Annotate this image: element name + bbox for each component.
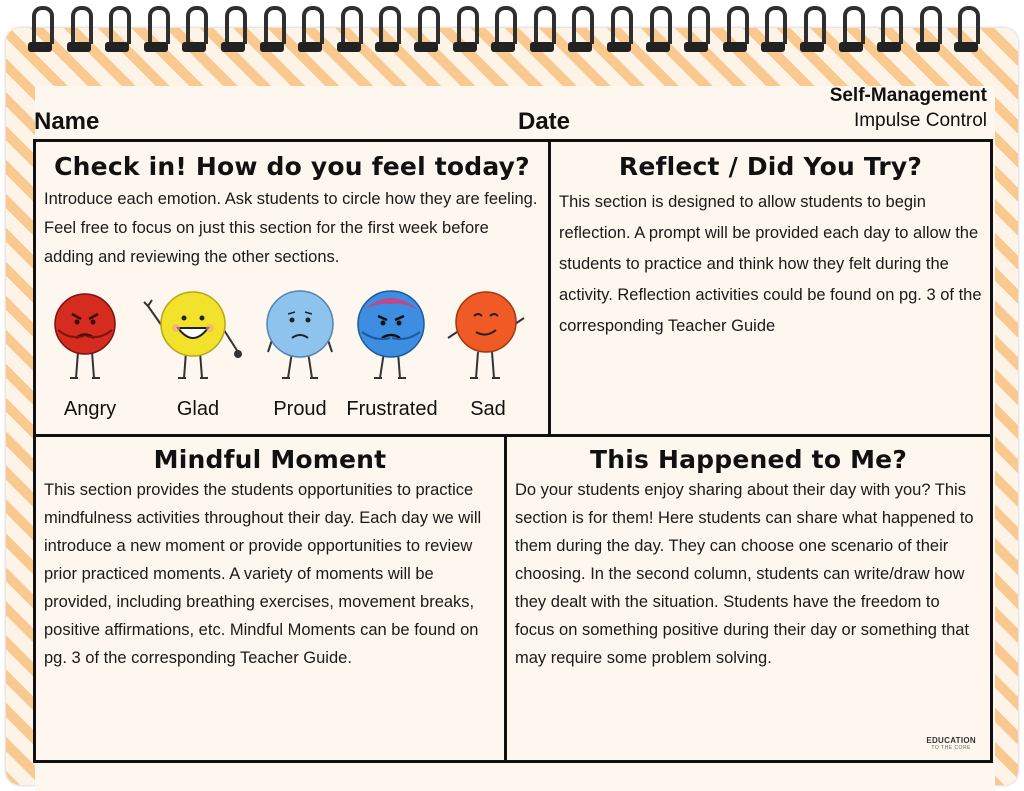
ring-hole [530,42,554,52]
ring-hook [225,6,247,44]
ring-hook [418,6,440,44]
ring-hole [260,42,284,52]
logo-line-2: TO THE CORE [931,745,971,751]
binding-ring [879,4,899,50]
ring-hole [877,42,901,52]
ring-hole [28,42,52,52]
ring-hook [32,6,54,44]
ring-hook [109,6,131,44]
ring-hook [611,6,633,44]
checkin-body: Introduce each emotion. Ask students to circle how they are feeling. Feel free to focus on just this section for the first week before adding and reviewing the other sections. [44,190,538,266]
happened-body: Do your students enjoy sharing about their day with you? This section is for them! Here students can share what happened to them during the day. They can choose one scenario of their choosing. In the second column, students can write/draw how they dealt with the situation. Students have the freedom to focus on something positive during their day or something that may require some problem solving. [515,481,974,667]
ring-hook [148,6,170,44]
ring-hole [761,42,785,52]
reflect-panel [551,142,990,434]
emotion-row [36,290,548,430]
binding-ring [455,4,475,50]
ring-hole [375,42,399,52]
happened-panel [507,437,990,763]
ring-hook [457,6,479,44]
ring-hook [264,6,286,44]
ring-hole [916,42,940,52]
ring-hook [71,6,93,44]
angry-face-icon [50,290,120,390]
mindful-body: This section provides the students opportunities to practice mindfulness activities throughout their day. Each day we will introduce a new moment or provide opportunities to review prior practiced moments. A variety of moments will be provided, including breathing exercises, movement breaks, positive affirmations, etc. Mindful Moments can be found on pg. 3 of the corresponding Teacher Guide. [44,481,482,667]
ring-hole [337,42,361,52]
ring-hook [688,6,710,44]
ring-hook [920,6,942,44]
binding-ring [532,4,552,50]
binding-ring [686,4,706,50]
reflect-body: This section is designed to allow students to begin reflection. A prompt will be provided each day to allow the students to practice and think how they felt during the activity. Reflection activities could be found on pg. 3 of the corresponding Teacher Guide [559,193,982,335]
worksheet-grid [33,139,993,763]
binding-ring [69,4,89,50]
binding-ring [725,4,745,50]
binding-ring [300,4,320,50]
binding-ring [377,4,397,50]
binding-ring [30,4,50,50]
ring-hook [843,6,865,44]
ring-hook [804,6,826,44]
emotion-angry[interactable] [50,290,150,430]
emotion-label: Proud [273,398,327,420]
ring-hole [298,42,322,52]
ring-hole [144,42,168,52]
binding-ring [262,4,282,50]
binding-ring [802,4,822,50]
ring-hole [453,42,477,52]
category-label: Self-Management [829,85,987,106]
binding-ring [339,4,359,50]
date-label: Date [518,108,571,135]
ring-hook [650,6,672,44]
ring-hole [105,42,129,52]
binding-ring [609,4,629,50]
frustrated-face-icon [354,290,428,390]
proud-face-icon [262,290,338,390]
binding-ring [493,4,513,50]
binding-ring [570,4,590,50]
emotion-label: Frustrated [346,398,438,420]
ring-hole [800,42,824,52]
ring-hook [341,6,363,44]
ring-hole [646,42,670,52]
topic-heading [830,84,987,134]
binding-ring [184,4,204,50]
emotion-glad[interactable] [138,290,238,430]
binding-ring [841,4,861,50]
ring-hole [607,42,631,52]
ring-hole [491,42,515,52]
ring-hook [881,6,903,44]
name-label: Name [34,108,100,135]
checkin-title: Check in! How do you feel today? [54,152,530,181]
emotion-label: Sad [470,398,506,420]
binding-ring [107,4,127,50]
reflect-title: Reflect / Did You Try? [618,152,923,181]
ring-hook [186,6,208,44]
logo-line-1: EDUCATION [926,736,976,745]
ring-hole [723,42,747,52]
sad-face-icon [444,290,528,390]
ring-hook [727,6,749,44]
mindful-panel [36,437,504,763]
binding-ring [416,4,436,50]
emotion-label: Angry [63,398,117,420]
emotion-label: Glad [176,398,220,420]
binding-ring [956,4,976,50]
happened-title: This Happened to Me? [589,445,908,474]
ring-hook [379,6,401,44]
binding-ring [223,4,243,50]
ring-hook [495,6,517,44]
glad-face-icon [138,290,248,390]
checkin-panel [36,142,548,434]
ring-hook [765,6,787,44]
ring-hole [954,42,978,52]
ring-hole [414,42,438,52]
ring-hole [67,42,91,52]
ring-hole [684,42,708,52]
subcategory-label: Impulse Control [853,110,987,131]
binding-ring [763,4,783,50]
mindful-title: Mindful Moment [153,445,387,474]
ring-hole [221,42,245,52]
publisher-logo [926,736,976,751]
ring-hole [182,42,206,52]
ring-hook [534,6,556,44]
spiral-binding [30,4,996,54]
ring-hook [302,6,324,44]
emotion-sad[interactable] [444,290,544,430]
ring-hole [839,42,863,52]
binding-ring [918,4,938,50]
binding-ring [648,4,668,50]
ring-hook [572,6,594,44]
binding-ring [146,4,166,50]
ring-hole [568,42,592,52]
ring-hook [958,6,980,44]
